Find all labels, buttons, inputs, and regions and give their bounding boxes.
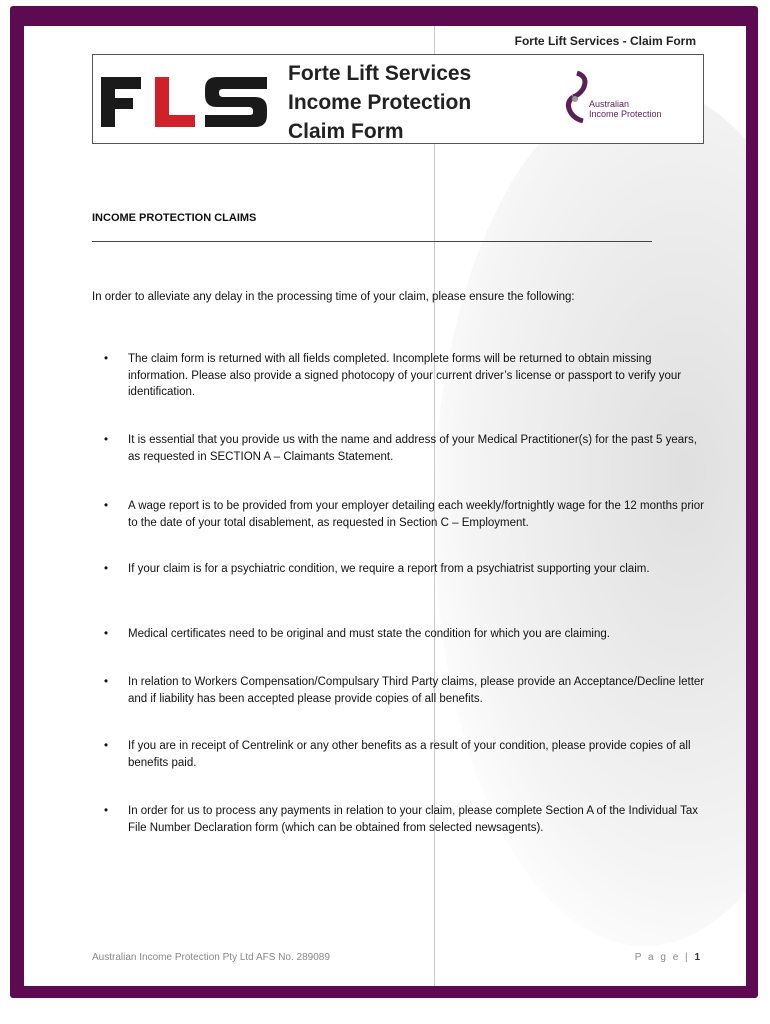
bullet-icon: • [104, 628, 109, 640]
page-number: 1 [694, 952, 700, 963]
list-item-text: If your claim is for a psychiatric condition, we require a report from a psychiatrist supporting your claim. [128, 563, 650, 575]
section-title: INCOME PROTECTION CLAIMS [92, 212, 257, 224]
bullet-icon: • [104, 500, 109, 512]
aip-logo-line2: Income Protection [589, 109, 662, 119]
list-item-text: It is essential that you provide us with the name and address of your Medical Practitioner(s) for the past 5 years, as requested in SECTION A – Claimants Statement. [128, 434, 697, 463]
banner-title-line3: Claim Form [288, 120, 404, 143]
bullet-icon: • [104, 805, 109, 817]
bullet-icon: • [104, 353, 109, 365]
banner-title-line1: Forte Lift Services [288, 62, 472, 85]
bullet-icon: • [104, 676, 109, 688]
footer-company: Australian Income Protection Pty Ltd AFS No. 289089 [92, 952, 330, 963]
bullet-icon: • [104, 434, 109, 446]
list-item-text: If you are in receipt of Centrelink or any other benefits as a result of your condition, please provide copies of all benefits paid. [128, 740, 691, 769]
fls-logo [99, 73, 269, 131]
footer-page-number [635, 952, 700, 963]
aip-logo [563, 67, 689, 131]
bullet-icon: • [104, 740, 109, 752]
running-header: Forte Lift Services - Claim Form [514, 34, 696, 48]
document-page [24, 26, 746, 986]
banner-title-line2: Income Protection [288, 91, 472, 114]
title-banner [92, 54, 704, 144]
list-item-text: The claim form is returned with all fields completed. Incomplete forms will be returned to obtain missing information. Please also provide a signed photocopy of your current driver’s license or passport to verify your identification. [128, 353, 682, 398]
list-item-text: In relation to Workers Compensation/Compulsary Third Party claims, please provide an Acceptance/Decline letter and if liability has been accepted please provide copies of all benefits. [128, 676, 705, 705]
list-item-text: Medical certificates need to be original and must state the condition for which you are claiming. [128, 628, 610, 640]
intro-text: In order to alleviate any delay in the processing time of your claim, please ensure the following: [92, 291, 575, 303]
bullet-icon: • [104, 563, 109, 575]
list-item-text: A wage report is to be provided from your employer detailing each weekly/fortnightly wage for the 12 months prior to the date of your total disablement, as requested in Section C – Employment. [128, 500, 704, 529]
aip-logo-line1: Australian [589, 99, 630, 109]
section-rule [92, 241, 652, 242]
page-label: P a g e | [634, 952, 690, 963]
list-item-text: In order for us to process any payments in relation to your claim, please complete Section A of the Individual Tax File Number Declaration form (which can be obtained from selected newsagents). [128, 805, 698, 834]
banner-title [288, 59, 471, 146]
